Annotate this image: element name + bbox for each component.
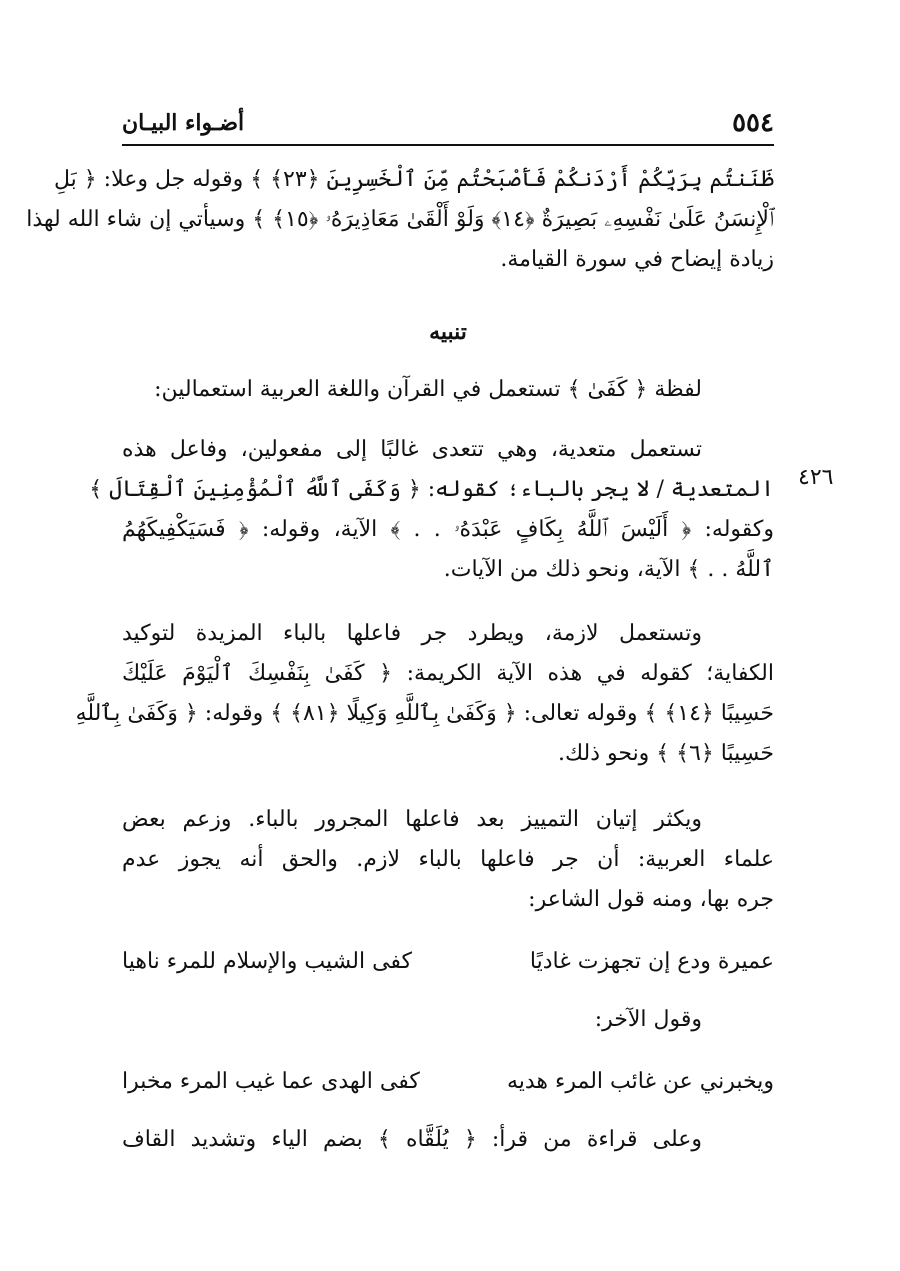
text-line: الكفاية؛ كقوله في هذه الآية الكريمة: ﴿ كَفَىٰ بِنَفْسِكَ ٱلْيَوْمَ عَلَيْكَ xyxy=(122,661,774,686)
text-line: ظَنَنتُم بِرَبِّكُمْ أَرْدَنكُمْ فَأَصْبَحْتُم مِّنَ ٱلْخَسِرِينَ ﴿٢٣﴾ ﴾ وقوله جل وعلا: ﴿ بَلِ xyxy=(54,167,774,192)
text-line: وعلى قراءة من قرأ: ﴿ يُلَقَّاه ﴾ بضم الياء وتشديد القاف xyxy=(122,1127,702,1152)
section-heading: تنبيه xyxy=(429,319,467,345)
hemistich-first: ويخبرني عن غائب المرء هديه xyxy=(506,1069,774,1094)
text-line: جره بها، ومنه قول الشاعر: xyxy=(528,887,774,912)
paragraph-4 xyxy=(75,614,774,774)
text-line: لفظة ﴿ كَفَىٰ ﴾ تستعمل في القرآن واللغة العربية استعمالين: xyxy=(154,377,702,402)
text-line: ويكثر إتيان التمييز بعد فاعلها المجرور بالباء. وزعم بعض xyxy=(122,807,702,832)
hemistich-first: عميرة ودع إن تجهزت غاديًا xyxy=(529,949,774,974)
margin-page-number: ٤٢٦ xyxy=(798,465,834,490)
text-line: المتعدية / لا يجر بالباء؛ كقوله: ﴿ وَكَفَى ٱللَّهُ ٱلْمُؤْمِنِينَ ٱلْقِتَالَ ﴾ xyxy=(89,477,774,502)
paragraph-5 xyxy=(122,800,774,920)
poem-verse-2 xyxy=(122,1062,774,1102)
hemistich-second: كفى الشيب والإسلام للمرء ناهيا xyxy=(122,949,413,974)
paragraph-1 xyxy=(26,160,774,280)
book-title: أضـواء البيـان xyxy=(122,110,245,136)
poem-intro: وقول الآخر: xyxy=(594,1007,702,1032)
text-line: ٱلْإِنسَنُ عَلَىٰ نَفْسِهِۦ بَصِيرَةٌ ﴿١٤﴾ وَلَوْ أَلْقَىٰ مَعَاذِيرَهُۥ ﴿١٥﴾ ﴾ وسيأتي إن شاء الله لهذا xyxy=(26,207,774,232)
text-line: وكقوله: ﴿ أَلَيْسَ ٱللَّهُ بِكَافٍ عَبْدَهُۥ . . ﴾ الآية، وقوله: ﴿ فَسَيَكْفِيكَهُمُ xyxy=(122,517,774,542)
text-line: حَسِيبًا ﴿٦﴾ ﴾ ونحو ذلك. xyxy=(557,741,774,766)
text-line: حَسِيبًا ﴿١٤﴾ ﴾ وقوله تعالى: ﴿ وَكَفَىٰ بِٱللَّهِ وَكِيلًا ﴿٨١﴾ ﴾ وقوله: ﴿ وَكَفَىٰ بِٱللَّهِ xyxy=(75,701,774,726)
paragraph-2 xyxy=(122,370,774,410)
text-line: تستعمل متعدية، وهي تتعدى غالبًا إلى مفعولين، وفاعل هذه xyxy=(122,437,702,462)
paragraph-6 xyxy=(122,1120,774,1160)
running-header xyxy=(122,104,774,146)
page-number: ٥٥٤ xyxy=(732,108,774,138)
hemistich-second: كفى الهدى عما غيب المرء مخبرا xyxy=(122,1069,420,1094)
paragraph-3 xyxy=(89,430,774,590)
text-line: علماء العربية: أن جر فاعلها بالباء لازم. والحق أنه يجوز عدم xyxy=(122,847,774,872)
text-line: وتستعمل لازمة، ويطرد جر فاعلها بالباء المزيدة لتوكيد xyxy=(122,621,702,646)
text-line: ٱللَّهُ . . ﴾ الآية، ونحو ذلك من الآيات. xyxy=(443,557,774,582)
text-line: زيادة إيضاح في سورة القيامة. xyxy=(500,247,774,272)
poem-verse-1 xyxy=(122,942,774,982)
